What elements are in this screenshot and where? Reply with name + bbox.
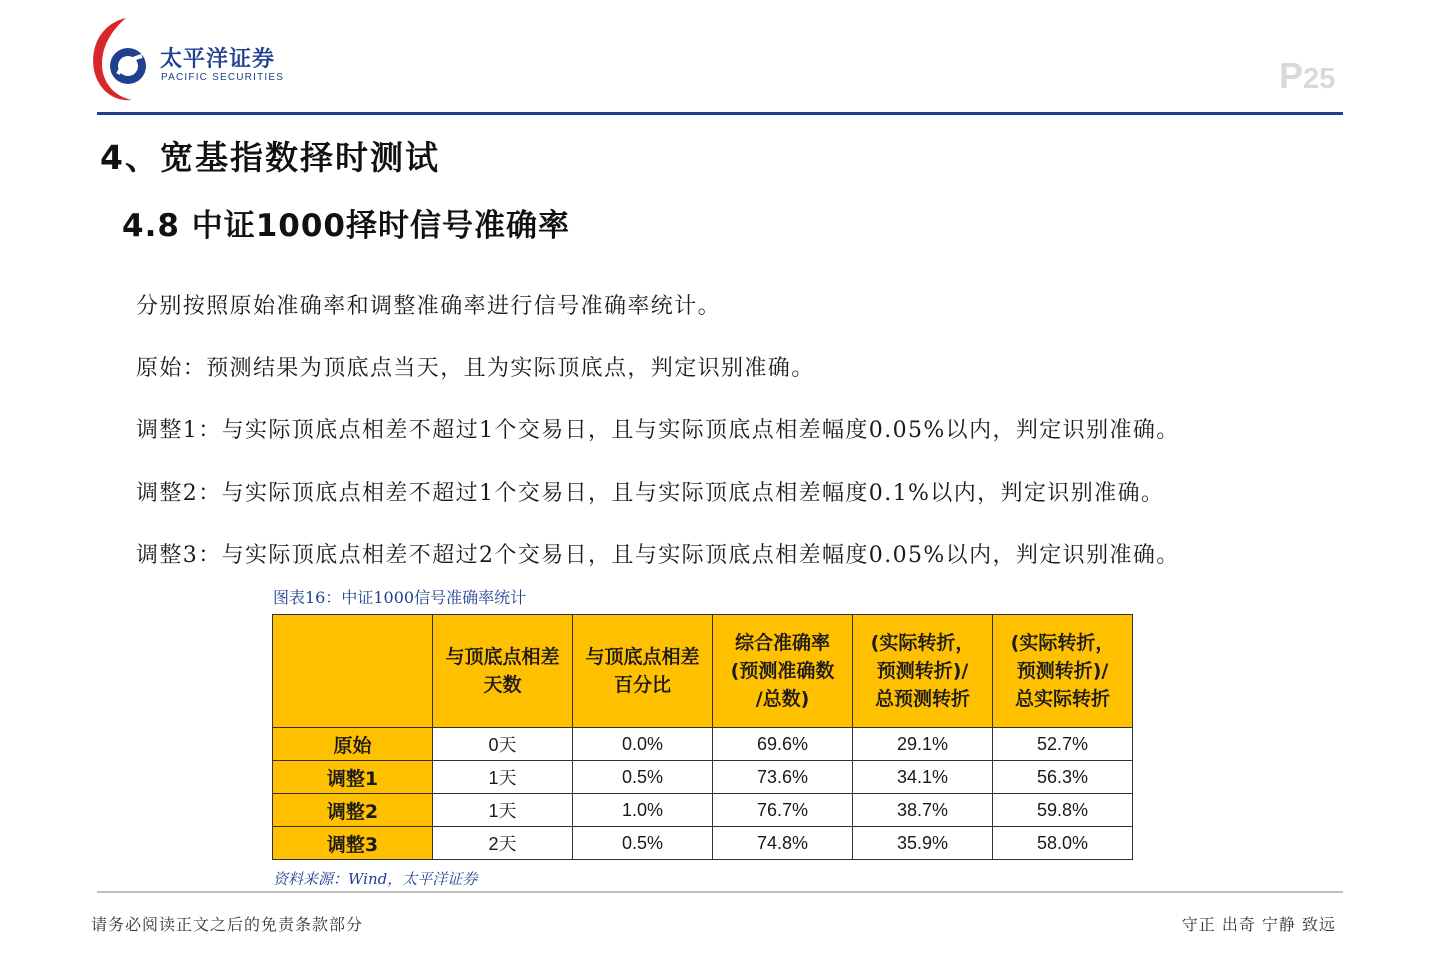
company-motto: 守正 出奇 宁静 致远 [1181, 915, 1336, 934]
table-row [273, 761, 1133, 794]
table-cell: 29.1% [853, 728, 993, 761]
table-cell: 0天 [433, 728, 573, 761]
page-number-value: 25 [1303, 63, 1336, 95]
company-logo [88, 14, 298, 104]
accuracy-table [272, 614, 1133, 860]
logo-company-name-en: PACIFIC SECURITIES [161, 72, 285, 83]
table-cell: 0.5% [573, 761, 713, 794]
table-header-cell: (实际转折， 预测转折)/ 总预测转折 [853, 615, 993, 728]
table-cell: 35.9% [853, 827, 993, 860]
table-row [273, 728, 1133, 761]
disclaimer-note: 请务必阅读正文之后的免责条款部分 [91, 915, 364, 934]
table-cell: 0.5% [573, 827, 713, 860]
table-header-cell: 与顶底点相差 天数 [433, 615, 573, 728]
table-row-label: 调整2 [273, 794, 433, 827]
page-prefix: P [1279, 55, 1304, 96]
table-cell: 2天 [433, 827, 573, 860]
body-paragraph: 分别按照原始准确率和调整准确率进行信号准确率统计。 [136, 294, 722, 319]
table-row [273, 827, 1133, 860]
table-cell: 52.7% [993, 728, 1133, 761]
section-title: 4、宽基指数择时测试 [100, 138, 440, 177]
subsection-title: 4.8 中证1000择时信号准确率 [122, 208, 570, 244]
table-cell: 73.6% [713, 761, 853, 794]
table-row-label: 调整1 [273, 761, 433, 794]
figure-source: 资料来源：Wind，太平洋证券 [273, 870, 478, 888]
table-cell: 1天 [433, 761, 573, 794]
table-header-cell: 与顶底点相差 百分比 [573, 615, 713, 728]
table-cell: 59.8% [993, 794, 1133, 827]
body-paragraph: 调整3：与实际顶底点相差不超过2个交易日，且与实际顶底点相差幅度0.05%以内，判定识别准确。 [136, 543, 1180, 568]
table-cell: 58.0% [993, 827, 1133, 860]
page-number [1279, 55, 1335, 97]
table-header-corner [273, 615, 433, 728]
body-paragraph: 调整1：与实际顶底点相差不超过1个交易日，且与实际顶底点相差幅度0.05%以内，判定识别准确。 [136, 418, 1180, 443]
table-row-label: 原始 [273, 728, 433, 761]
table-row-label: 调整3 [273, 827, 433, 860]
footer-divider [97, 891, 1343, 893]
table-cell: 69.6% [713, 728, 853, 761]
table-cell: 76.7% [713, 794, 853, 827]
table-cell: 1天 [433, 794, 573, 827]
table-cell: 74.8% [713, 827, 853, 860]
table-header-cell: 综合准确率 (预测准确数 /总数) [713, 615, 853, 728]
figure-title: 图表16：中证1000信号准确率统计 [273, 588, 527, 607]
logo-mark-icon [88, 14, 158, 104]
header-divider [97, 112, 1343, 115]
table-cell: 38.7% [853, 794, 993, 827]
table-cell: 34.1% [853, 761, 993, 794]
table-header-cell: (实际转折， 预测转折)/ 总实际转折 [993, 615, 1133, 728]
body-paragraph: 原始：预测结果为顶底点当天，且为实际顶底点，判定识别准确。 [136, 356, 815, 381]
table-row [273, 794, 1133, 827]
body-paragraph: 调整2：与实际顶底点相差不超过1个交易日，且与实际顶底点相差幅度0.1%以内，判定识别准确。 [136, 481, 1165, 506]
logo-company-name: 太平洋证券 [160, 47, 276, 72]
table-cell: 56.3% [993, 761, 1133, 794]
table-cell: 1.0% [573, 794, 713, 827]
table-cell: 0.0% [573, 728, 713, 761]
